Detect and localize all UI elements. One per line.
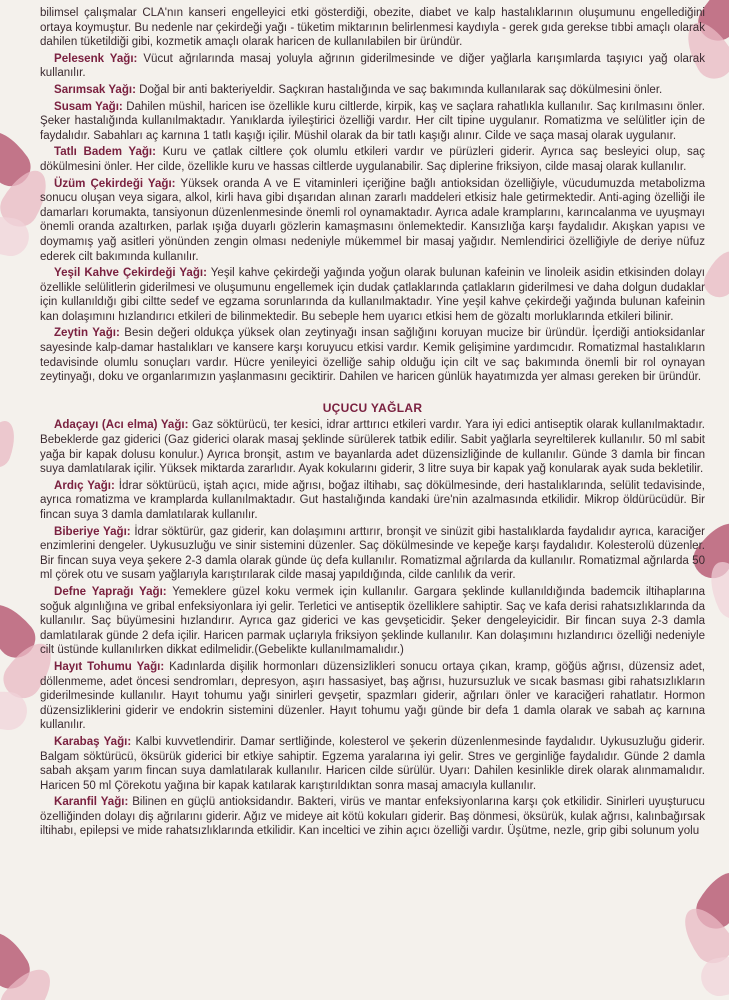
oil-entry-zeytin	[40, 326, 705, 384]
volatile-entry-karabas	[40, 735, 705, 793]
oil-name: Üzüm Çekirdeği Yağı:	[54, 177, 176, 190]
oil-entry-tatli-badem	[40, 145, 705, 174]
oil-name: Pelesenk Yağı:	[54, 52, 138, 65]
oil-name: Sarımsak Yağı:	[54, 83, 136, 96]
oil-name: Hayıt Tohumu Yağı:	[54, 660, 165, 673]
oil-description: Bilinen en güçlü antioksidandır. Bakteri, virüs ve mantar enfeksiyonlarına karşı çok etkilidir. Sinirleri uyuşturucu özelliğinden dolayı diş ağrılarını giderir. Ağız ve mideye ait kötü kokuları giderir. Baş dönmesi, öksürük, kulak ağrısı, kalınbağırsak iltihabı, epilepsi ve mide rahatsızlıklarında etkilidir. Kan inceltici ve zihin açıcı özelliği vardır. Üşütme, nezle, grip gibi solunum yolu	[40, 796, 705, 838]
volatile-entry-karanfil	[40, 795, 705, 839]
intro-paragraph: bilimsel çalışmalar CLA'nın kanseri engelleyici etki gösterdiği, obezite, diabet ve kalp hastalıklarının oluşumunu engellediğini ortaya koymuştur. Bu nedenle nar çekirdeği yağı - tüketim miktarının belirlenmesi kaydıyla - gerek gıda gerekse tıbbi amaçlı olarak dahilen tüketildiği gibi, kozmetik amaçlı olarak haricen de kullanılabilen bir üründür.	[40, 7, 705, 49]
oil-entry-sarimsak	[40, 83, 705, 98]
oil-description: İdrar söktürür, gaz giderir, kan dolaşımını arttırır, bronşit ve sinüzit gibi hastalıklarda faydalıdır ayrıca, karaciğer enzimlerini dengeler. Uykusuzluğu ve sinir sistemini düzenler. Saç dökülmesinde ve kepeğe karşı faydalıdır. Kolesterolü düzenler. Bir fincan suya veya şekere 2-3 damla olarak günde üç defa kullanılır. Romatizmal ağrılarda da kullanılır. Romatizmal ağrılarda 50 ml çörek otu ve susam yağlarıyla karıştırılarak cilde masaj yapıldığında, cilde canlılık da verir.	[40, 525, 705, 582]
oil-name: Karanfil Yağı:	[54, 796, 129, 809]
section-title: UÇUCU YAĞLAR	[322, 400, 423, 415]
oil-description: Besin değeri oldukça yüksek olan zeytinyağı insan sağlığını koruyan mucize bir üründür. İçerdiği antioksidanlar sayesinde kalp-damar hastalıkları ve kansere karşı koruyucu etkisi vardır. Kemik gelişimine yardımcıdır. Romatizmal hastalıkların tedavisinde olumlu sonuçları vardır. Hücre yenileyici özelliğe sahip olduğu için cilt ve saç bakımında önemli bir rol oynayan zeytinyağı, doku ve organlarımızın yaşlanmasını geciktirir. Dahilen ve haricen günlük hayatımızda yer alması gereken bir üründür.	[40, 327, 705, 384]
document-body	[40, 6, 705, 841]
oil-name: Ardıç Yağı:	[54, 479, 115, 492]
volatile-entry-biberiye	[40, 525, 705, 583]
volatile-entry-ardic	[40, 479, 705, 523]
oil-name: Adaçayı (Acı elma) Yağı:	[54, 419, 189, 432]
volatile-entry-hayit	[40, 660, 705, 733]
oil-description: Kadınlarda dişilik hormonları düzensizlikleri sonucu ortaya çıkan, kramp, göğüs ağrısı, düzensiz adet, döllenmeme, adet öncesi sendromları, depresyon, aşırı hassasiyet, baş ağrısı, huzursuzluk ve sıcak basması gibi rahatsızlıkların giderilmesinde kullanılır. Hayıt tohumu yağı sinirleri gevşetir, spazmları giderir, ağrıları önler ve karaciğeri rahatlatır. Hormon düzensizliklerini giderir ve endokrin sistemini düzenler. Hayıt tohumu yağı günde bir defa 1 damla olarak ve sabah aç karnına kullanılır.	[40, 660, 705, 732]
oil-description: Gaz söktürücü, ter kesici, idrar arttırıcı etkileri vardır. Yara iyi edici antiseptik olarak kullanılmaktadır. Bebeklerde gaz giderici (Gaz giderici olarak masaj şeklinde sürülerek tatbik edilir. Sabit yağlarla seyreltilerek kullanılır. 50 ml sabit yağa bir kapak dolusu konulur.) Ayrıca bronşit, astım ve bayanlarda adet düzensizliğinde de kullanılır. Günde 3 damla bir fincan suya damlatılarak içilir. Yüksek miktarda zararlıdır. Ayak kokularını giderir, 3 litre suya bir kapak yağ konularak ayak suda bekletilir.	[40, 419, 705, 476]
oil-description: Vücut ağrılarında masaj yoluyla ağrının giderilmesinde ve diğer yağlarla karışımlarda taşıyıcı yağ olarak kullanılır.	[40, 52, 705, 80]
oil-name: Susam Yağı:	[54, 100, 123, 113]
oil-description: Yüksek oranda A ve E vitaminleri içeriğine bağlı antioksidan özelliğiyle, vücudumuzda metabolizma sonucu oluşan veya sigara, alkol, kirli hava gibi dışarıdan alınan zararlı maddeleri etkisiz hale getirmektedir. Anti-aging özelliği ile damarları korumakta, tansiyonun düzenlenmesinde önemli rol oynamaktadır. Ayrıca adale kramplarını, karıncalanma ve uyuşmayı önemli oranda azaltırken, parlak ışığa duyarlı gözlerin kamaşmasını önlemektedir. Kansızlığa karşı faydalıdır. Akışkan yapısı ve doymamış yağ asitleri yönünden zengin olması nedeniyle mükemmel bir masaj yağıdır. Nemlendirici özelliğiyle de deriye nüfuz ederek cilt bakımında kullanılır.	[40, 177, 706, 263]
oil-name: Yeşil Kahve Çekirdeği Yağı:	[54, 267, 207, 280]
oil-description: Yemeklere güzel koku vermek için kullanılır. Gargara şeklinde kullanıldığında bademcik iltihaplarına soğuk algınlığına ve gribal enfeksiyonlara iyi gelir. Terletici ve antiseptik özelliklere sahiptir. Saç ve kafa derisi rahatsızlıklarında da kullanılır. Saç büyümesini hızlandırır. Ayrıca gaz giderici ve kas gevşeticidir. Şeker dengeleyicidir. Bir fincan suya 2-3 damla damlatılarak günde 2 defa içilir. Haricen parmak uçlarıyla friksiyon şeklinde kullanılır. Kan dolaşımını hızlandırıcı özelliği nedeniyle cilt üstünde kullanılırken dikkat edilmelidir.(Gebelikte kullanılmamalıdır.)	[40, 585, 705, 657]
volatile-entry-adacayi	[40, 418, 705, 476]
oil-name: Karabaş Yağı:	[54, 735, 132, 748]
volatile-entry-defne	[40, 585, 705, 658]
oil-entry-pelesenk	[40, 52, 705, 81]
oil-description: Doğal bir anti bakteriyeldir. Saçkıran hastalığında ve saç bakımında kullanılarak saç dökülmesini önler.	[135, 83, 663, 96]
oil-name: Defne Yaprağı Yağı:	[54, 585, 167, 598]
oil-description: İdrar söktürücü, iştah açıcı, mide ağrısı, boğaz iltihabı, saç dökülmesinde, deri hastalıklarında, selülit tedavisinde, ayrıca romatizma ve kramplarda kullanılmaktadır. Gut hastalığında kandaki üre'nin azalmasında etkilidir. Mikrop öldürücüdür. Bir fincan suya 3 damla damlatılarak kullanılır.	[40, 479, 706, 521]
oil-name: Biberiye Yağı:	[54, 525, 131, 538]
oil-entry-susam	[40, 100, 705, 144]
oil-description: Kuru ve çatlak ciltlere çok olumlu etkileri vardır ve pürüzleri giderir. Ayrıca saç besleyici olup, saç dökülmesini önler. Her cilde, özellikle kuru ve hassas ciltlerde uygulanabilir. Saç diplerine friksiyon, cilde masaj olarak kullanılır.	[40, 146, 705, 173]
oil-entry-yesil-kahve	[40, 266, 705, 324]
oil-name: Tatlı Badem Yağı:	[54, 146, 156, 159]
oil-entry-uzum-cekirdegi	[40, 177, 705, 265]
oil-name: Zeytin Yağı:	[54, 327, 120, 340]
oil-description: Kalbi kuvvetlendirir. Damar sertliğinde, kolesterol ve şekerin düzenlenmesinde faydalıdır. Uykusuzluğu giderir. Balgam söktürücü, öksürük giderici bir etkiye sahiptir. Egzema yaralarına iyi gelir. Stres ve gerginliğe faydalıdır. Günde 2 damla sabah akşam yarım fincan suya damlatılarak kullanılır. Haricen cilde sürülür. Uyarı: Dahilen kesinlikle direk olarak alınmamalıdır. Haricen 50 ml Çörekotu yağına bir kapak katılarak karıştırıldıktan sonra masaj amacıyla kullanılır.	[40, 735, 705, 792]
oil-description: Dahilen müshil, haricen ise özellikle kuru ciltlerde, kirpik, kaş ve saçlara rahatlıkla kullanılır. Saç kırılmasını önler. Şeker hastalığında kullanılmaktadır. Yanıklarda iyileştirici özelliği vardır. Her cilt tipine uygulanır. Romatizma ve selülitler için de faydalıdır. Sabahları aç karnına 1 tatlı kaşığı içilir. Müshil olarak da bir tatlı kaşığı alınır. Cilde ve saça masaj olarak uygulanır.	[40, 100, 705, 142]
volatile-oil-list	[40, 418, 705, 839]
oil-description: Yeşil kahve çekirdeği yağında yoğun olarak bulunan kafeinin ve linoleik asidin etkisinden dolayı özellikle selülitlerin giderilmesi ve oluşumunu engellemek için dudak çatlaklarında çatlakların giderilmesi ve daha dolgun dudaklar için kullanıldığı gibi ciltte sedef ve egzama sorunlarında da kullanılmaktadır. Yine yeşil kahve çekirdeği yağında bulunan kafeinin kan dolaşımını hızlandırıcı etkileri de bilinmektedir. Bu sebeple hem uyarıcı etkisi hem de gözaltı morluklarında etkileri bilinir.	[40, 267, 705, 323]
oil-list	[40, 52, 705, 385]
